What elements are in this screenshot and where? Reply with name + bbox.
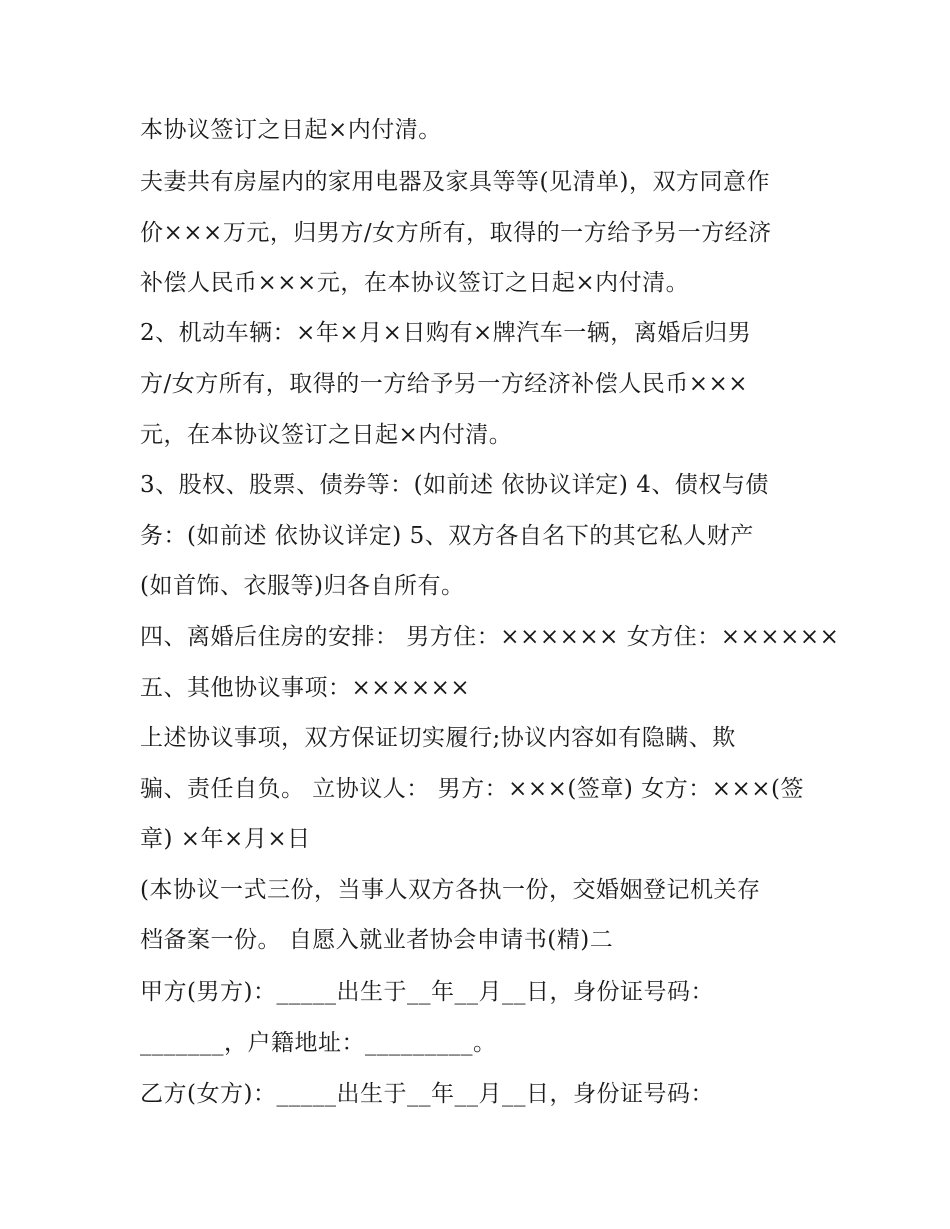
text-line: _______，户籍地址：_________。 <box>140 1030 497 1056</box>
text-line: 甲方(男方)：_____出生于__年__月__日，身份证号码： <box>140 979 714 1005</box>
text-line: 价×××万元，归男方/女方所有，取得的一方给予另一方经济 <box>140 220 772 246</box>
text-line: 四、离婚后住房的安排： 男方住：×××××× 女方住：×××××× <box>140 624 840 650</box>
text-line: 章) ×年×月×日 <box>140 826 311 852</box>
text-line: (本协议一式三份，当事人双方各执一份，交婚姻登记机关存 <box>140 877 761 903</box>
text-line: 五、其他协议事项：×××××× <box>140 675 471 701</box>
text-line: 方/女方所有，取得的一方给予另一方经济补偿人民币××× <box>140 371 749 397</box>
text-line: 乙方(女方)：_____出生于__年__月__日，身份证号码： <box>140 1081 714 1107</box>
text-line: 补偿人民币×××元，在本协议签订之日起×内付清。 <box>140 270 690 296</box>
text-line: 务：(如前述 依协议详定) 5、双方各自名下的其它私人财产 <box>140 523 754 549</box>
text-line: 本协议签订之日起×内付清。 <box>140 117 442 143</box>
text-line: 元，在本协议签订之日起×内付清。 <box>140 422 513 448</box>
text-line: 夫妻共有房屋内的家用电器及家具等等(见清单)，双方同意作 <box>140 169 770 195</box>
text-line: 上述协议事项，双方保证切实履行;协议内容如有隐瞒、欺 <box>140 725 736 751</box>
text-line: 骗、责任自负。 立协议人： 男方：×××(签章) 女方：×××(签 <box>140 776 804 802</box>
text-line: 2、机动车辆：×年×月×日购有×牌汽车一辆，离婚后归男 <box>140 320 752 346</box>
text-line: 档备案一份。 自愿入就业者协会申请书(精)二 <box>140 927 614 953</box>
text-line: 3、股权、股票、债券等：(如前述 依协议详定) 4、债权与债 <box>140 472 769 498</box>
text-line: (如首饰、衣服等)归各自所有。 <box>140 573 465 599</box>
